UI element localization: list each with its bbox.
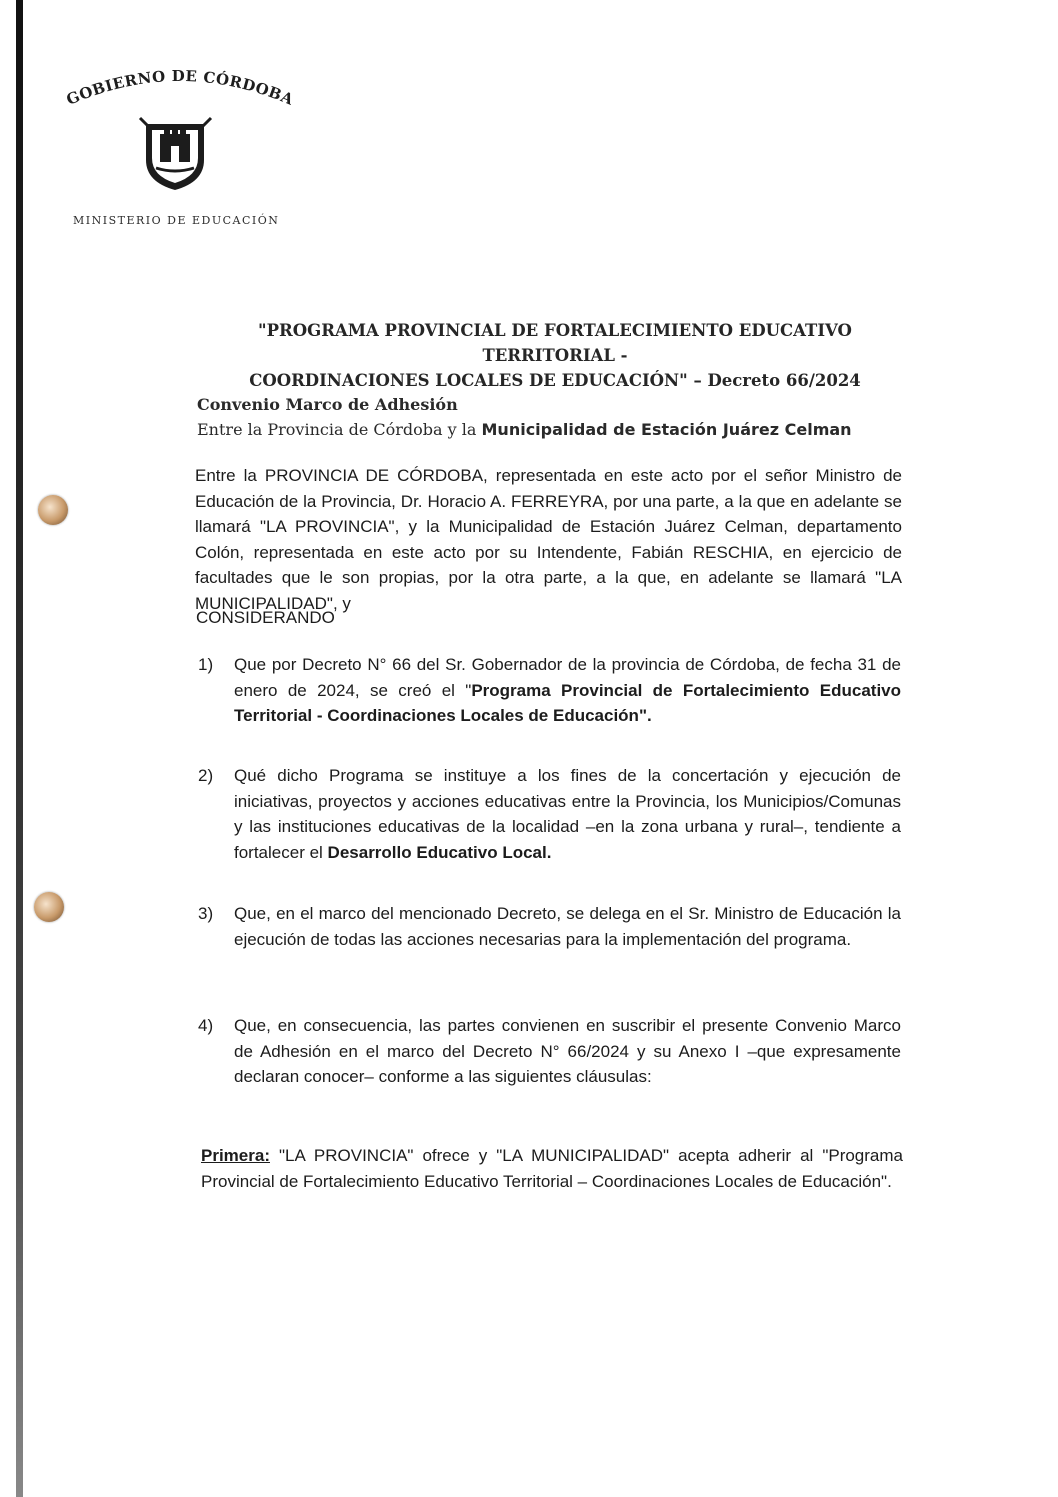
clause-bold-text: Desarrollo Educativo Local. (327, 842, 552, 862)
considerando-heading: CONSIDERANDO (196, 608, 335, 627)
document-title (195, 318, 915, 393)
clause-text: Qué dicho Programa se instituye a los fines de la concertación y ejecución de iniciativas, proyectos y acciones educativas entre la Provincia, los Municipios/Comunas y las instituciones educativas de la localidad –en la zona urbana y rural–, tendiente a fortalecer el (234, 766, 901, 862)
clause-text: Que, en el marco del mencionado Decreto, se delega en el Sr. Ministro de Educación la ejecución de todas las acciones necesarias para la implementación del programa. (234, 904, 901, 949)
clause-number: 4) (198, 1016, 214, 1035)
clause-bold-text: Programa Provincial de Fortalecimiento Educativo Territorial - Coordinaciones Locales de Educación". (234, 680, 902, 725)
intro-paragraph: Entre la PROVINCIA DE CÓRDOBA, representada en este acto por el señor Ministro de Educación de la Provincia, Dr. Horacio A. FERREYRA, por una parte, a la que en adelante se llamará "LA PROVINCIA", y la Municipalidad de Estación Juárez Celman, departamento Colón, representada en este acto por su Intendente, Fabián RESCHIA, en ejercicio de facultades que le son propias, por la otra parte, a la que, en adelante se llamará "LA MUNICIPALIDAD", y (195, 466, 902, 613)
parties-municipality: Municipalidad de Estación Juárez Celman (481, 420, 852, 439)
letterhead (60, 62, 300, 242)
title-line-1: "PROGRAMA PROVINCIAL DE FORTALECIMIENTO EDUCATIVO TERRITORIAL - (258, 321, 852, 365)
clause-item (198, 901, 901, 952)
parties-prefix: Entre la Provincia de Córdoba y la (197, 420, 482, 439)
title-line-2: COORDINACIONES LOCALES DE EDUCACIÓN" – Decreto 66/2024 (249, 371, 861, 390)
svg-text:GOBIERNO DE CÓRDOBA: GOBIERNO DE CÓRDOBA (63, 66, 297, 109)
primera-clause (201, 1143, 903, 1194)
clause-text: Que, en consecuencia, las partes convienen en suscribir el presente Convenio Marco de Adhesión en el marco del Decreto N° 66/2024 y su Anexo I –que expresamente declaran conocer– conforme a las siguientes cláusulas: (234, 1016, 901, 1086)
convenio-title: Convenio Marco de Adhesión (197, 395, 458, 414)
clause-number: 1) (198, 655, 214, 674)
primera-label: Primera: (201, 1146, 270, 1165)
scan-edge-line (16, 0, 23, 1497)
convenio-parties (197, 420, 852, 439)
punch-hole-icon (38, 495, 68, 525)
clause-item (198, 1013, 901, 1090)
punch-hole-icon (34, 892, 64, 922)
clause-number: 3) (198, 904, 214, 923)
clause-item (198, 652, 901, 729)
clause-number: 2) (198, 766, 214, 785)
ministry-name: MINISTERIO DE EDUCACIÓN (73, 214, 280, 227)
clause-item (198, 763, 901, 865)
coat-of-arms-icon (138, 112, 213, 192)
clause-text: Que por Decreto N° 66 del Sr. Gobernador de la provincia de Córdoba, de fecha 31 de enero de 2024, se creó el " (234, 655, 901, 700)
primera-text: "LA PROVINCIA" ofrece y "LA MUNICIPALIDAD" acepta adherir al "Programa Provincial de Fortalecimiento Educativo Territorial – Coordinaciones Locales de Educación". (201, 1146, 903, 1191)
